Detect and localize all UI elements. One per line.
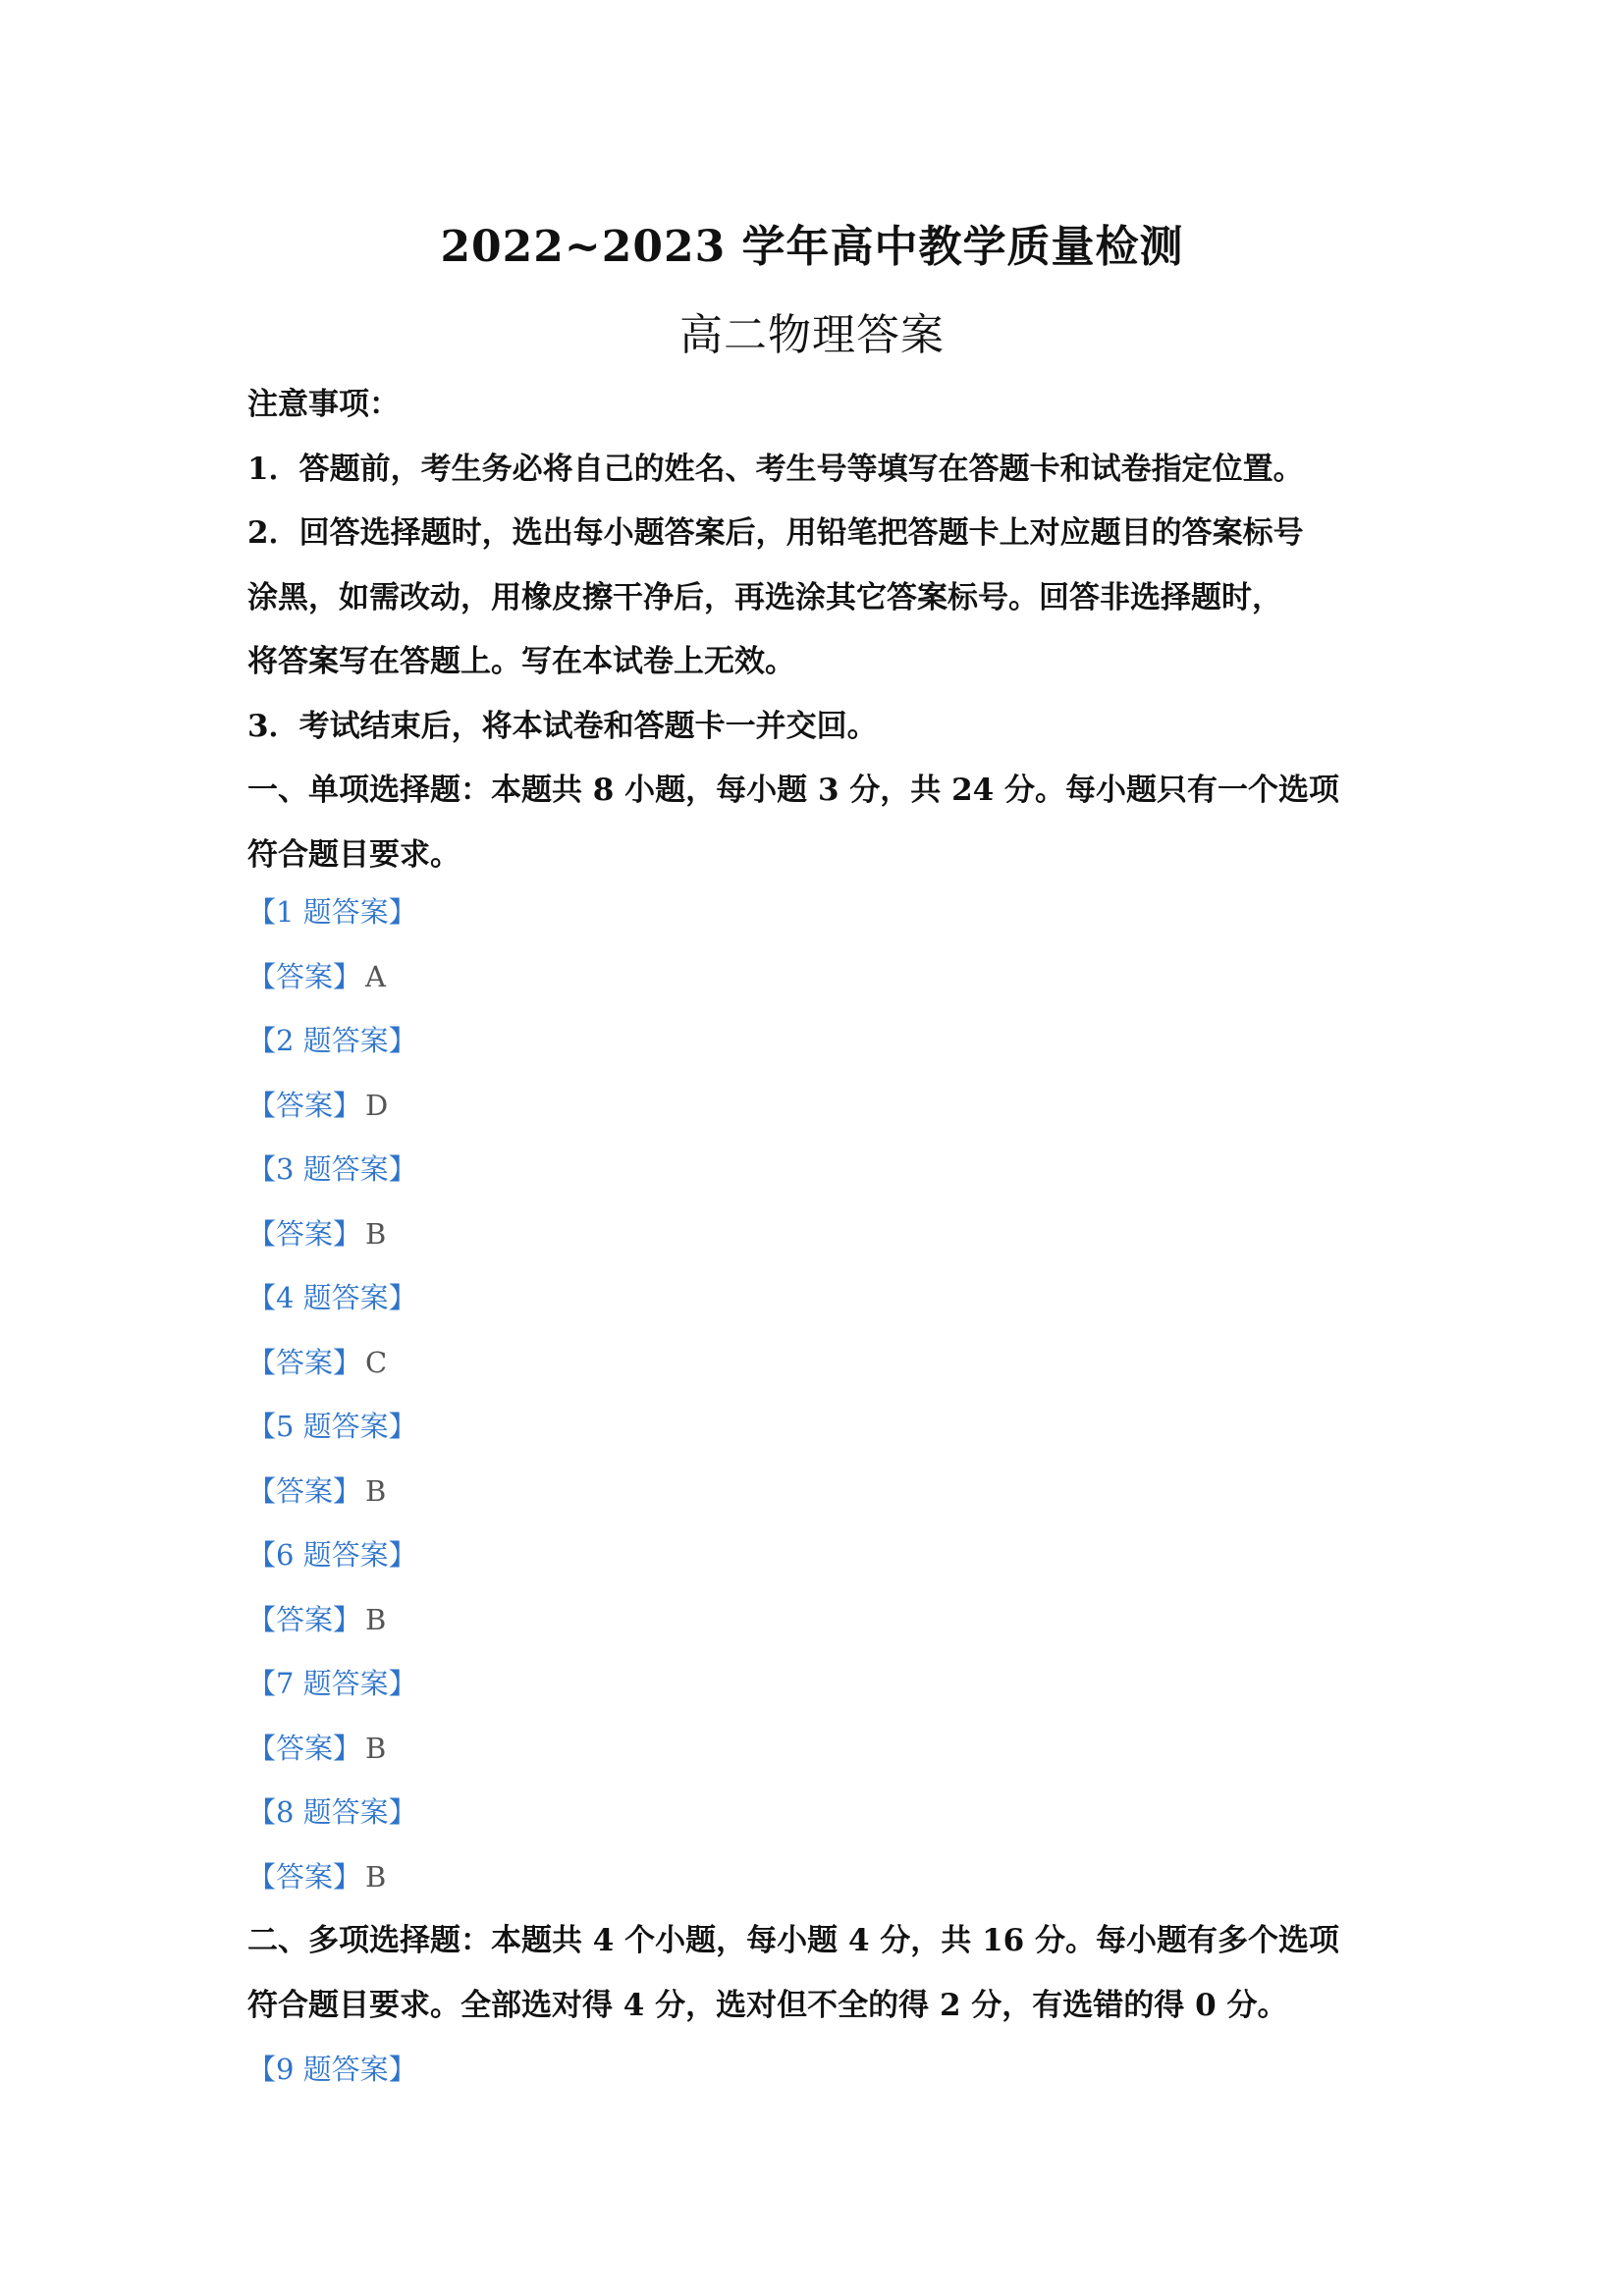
question-head: 【4 题答案】	[247, 1281, 417, 1314]
note-line: 2．回答选择题时，选出每小题答案后，用铅笔把答题卡上对应题目的答案标号	[247, 515, 1304, 551]
answer-value: B	[365, 1731, 387, 1765]
answer-value: B	[365, 1602, 387, 1636]
answer-value: A	[365, 959, 386, 993]
answer-label: 【答案】	[247, 1216, 362, 1251]
note-line: 涂黑，如需改动，用橡皮擦干净后，再选涂其它答案标号。回答非选择题时，	[247, 579, 1282, 615]
question-head: 【7 题答案】	[247, 1667, 417, 1700]
section1-answers	[247, 881, 417, 1909]
answer-label: 【答案】	[247, 1088, 362, 1122]
section2-heading: 二、多项选择题：本题共 4 个小题，每小题 4 分，共 16 分。每小题有多个选项	[247, 1923, 1340, 1958]
section1-heading-cont: 符合题目要求。	[247, 836, 460, 873]
question-head: 【6 题答案】	[247, 1538, 417, 1572]
answer-label: 【答案】	[247, 1473, 362, 1508]
answer-label: 【答案】	[247, 1602, 362, 1636]
question-head: 【8 题答案】	[247, 1795, 417, 1829]
document-subtitle: 高二物理答案	[679, 310, 945, 360]
answer-row	[247, 1074, 417, 1139]
question-head: 【9 题答案】	[247, 2053, 417, 2086]
answer-row	[247, 1588, 417, 1653]
answer-label: 【答案】	[247, 959, 362, 993]
answer-row	[247, 945, 417, 1010]
answer-row	[247, 1460, 417, 1524]
note-line: 1．答题前，考生务必将自己的姓名、考生号等填写在答题卡和试卷指定位置。	[247, 451, 1304, 487]
answer-row	[247, 1202, 417, 1267]
section1-heading: 一、单项选择题：本题共 8 小题，每小题 3 分，共 24 分。每小题只有一个选项	[247, 773, 1340, 808]
question-head: 【3 题答案】	[247, 1152, 417, 1186]
answer-value: B	[365, 1473, 387, 1508]
question-head: 【5 题答案】	[247, 1410, 417, 1443]
section2-heading-cont: 符合题目要求。全部选对得 4 分，选对但不全的得 2 分，有选错的得 0 分。	[247, 1987, 1288, 2023]
answer-label: 【答案】	[247, 1859, 362, 1894]
notes-heading: 注意事项：	[247, 387, 400, 422]
answer-row	[247, 1845, 417, 1910]
answer-label: 【答案】	[247, 1731, 362, 1765]
answer-value: B	[365, 1216, 387, 1251]
note-line: 3．考试结束后，将本试卷和答题卡一并交回。	[247, 708, 878, 744]
section2-block	[247, 1909, 1386, 2038]
answer-value: C	[365, 1345, 388, 1379]
answer-row	[247, 1717, 417, 1782]
question-head: 【2 题答案】	[247, 1024, 417, 1057]
answer-label: 【答案】	[247, 1345, 362, 1379]
answer-value: D	[365, 1088, 389, 1122]
answer-row	[247, 1331, 417, 1396]
question-head: 【1 题答案】	[247, 895, 417, 929]
note-line: 将答案写在答题上。写在本试卷上无效。	[247, 644, 795, 679]
answer-value: B	[365, 1859, 387, 1894]
notes-block	[247, 373, 1386, 887]
document-title: 2022~2023 学年高中教学质量检测	[440, 222, 1184, 272]
